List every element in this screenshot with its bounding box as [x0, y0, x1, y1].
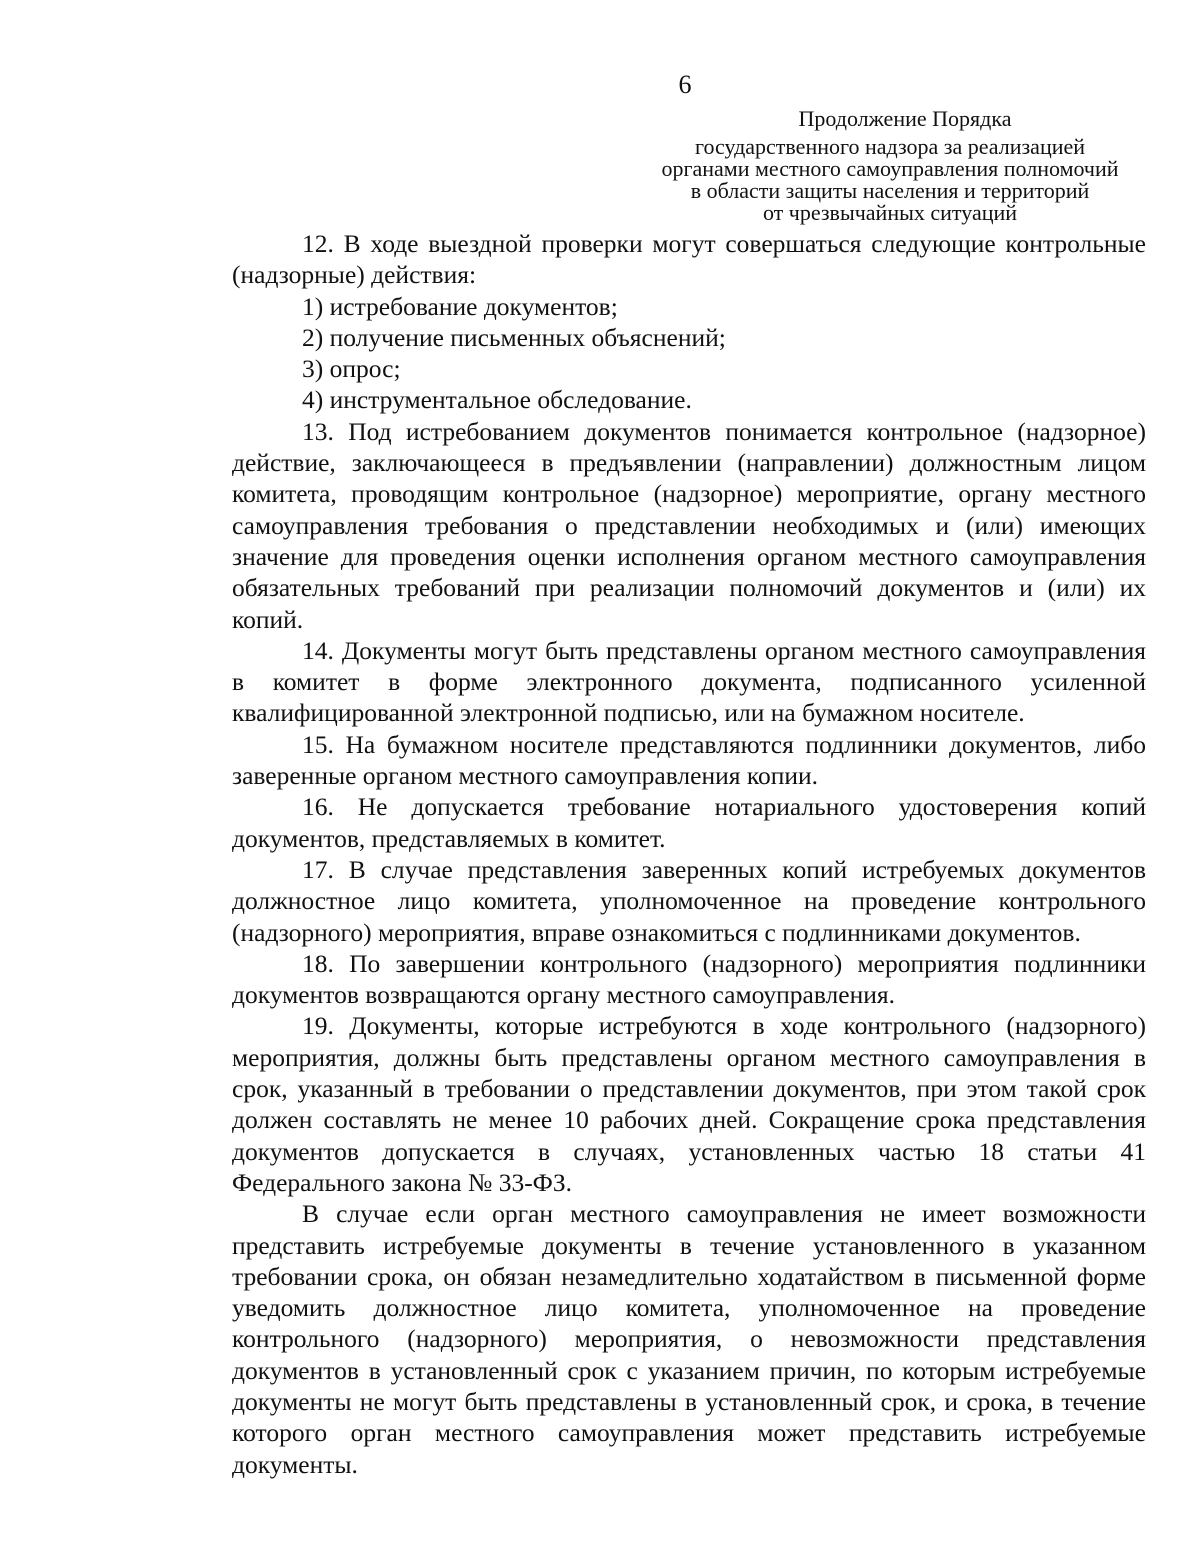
paragraph-13: 13. Под истребованием документов понимается контрольное (надзорное) действие, заключающееся в предъявлении (направлении) должностным лицом комитета, проводящим контрольное (надзорное) мероприятие, органу местного самоуправления требования о представлении необходимых и (или) имеющих значение для проведения оценки исполнения органом местного самоуправления обязательных требований при реализации полномочий документов и (или) их копий. [232, 416, 1146, 634]
list-item-4: 4) инструментальное обследование. [302, 385, 692, 415]
header-line-3: органами местного самоуправления полномочий [661, 156, 1119, 181]
list-item-2: 2) получение письменных объяснений; [302, 322, 726, 352]
header-line-4: в области защиты населения и территорий [690, 178, 1090, 203]
document-header [600, 108, 1180, 224]
paragraph-19: 19. Документы, которые истребуются в ходе контрольного (надзорного) мероприятия, должны быть представлены органом местного самоуправления в срок, указанный в требовании о представлении документов, при этом такой срок должен составлять не менее 10 рабочих дней. Сокращение срока представления документов допускается в случаях, установленных частью 18 статьи 41 Федерального закона № 33-ФЗ. [232, 1011, 1146, 1197]
header-line-2: государственного надзора за реализацией [694, 134, 1086, 159]
paragraph-18: 18. По завершении контрольного (надзорного) мероприятия подлинники документов возвращаются органу местного самоуправления. [232, 948, 1146, 1010]
list-item-1: 1) истребование документов; [302, 291, 618, 321]
paragraph-12: 12. В ходе выездной проверки могут совершаться следующие контрольные (надзорные) действия: [232, 229, 1146, 290]
paragraph-17: 17. В случае представления заверенных копий истребуемых документов должностное лицо комитета, уполномоченное на проведение контрольного (надзорного) мероприятия, вправе ознакомиться с подлинниками документов. [232, 854, 1146, 947]
page-number: 6 [678, 70, 692, 99]
paragraph-14: 14. Документы могут быть представлены органом местного самоуправления в комитет в форме электронного документа, подписанного усиленной квалифицированной электронной подписью, или на бумажном носителе. [232, 635, 1146, 728]
list-item-3: 3) опрос; [302, 354, 401, 384]
paragraph-16: 16. Не допускается требование нотариального удостоверения копий документов, представляемых в комитет. [232, 792, 1146, 853]
header-line-5: от чрезвычайных ситуаций [762, 200, 1018, 225]
document-body [232, 228, 1146, 1480]
paragraph-19-continuation: В случае если орган местного самоуправления не имеет возможности представить истребуемые документы в течение установленного в указанном требовании срока, он обязан незамедлительно ходатайством в письменной форме уведомить должностное лицо комитета, уполномоченное на проведение контрольного (надзорного) мероприятия, о невозможности представления документов в установленный срок с указанием причин, по которым истребуемые документы не могут быть представлены в установленный срок, и срока, в течение которого орган местного самоуправления может представить истребуемые документы. [232, 1199, 1146, 1479]
header-line-1: Продолжение Порядка [798, 106, 1012, 131]
paragraph-15: 15. На бумажном носителе представляются подлинники документов, либо заверенные органом местного самоуправления копии. [232, 729, 1146, 791]
